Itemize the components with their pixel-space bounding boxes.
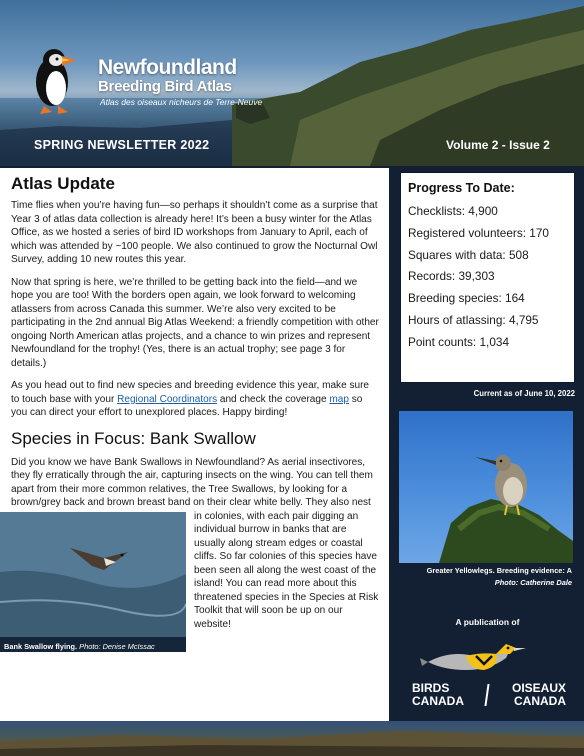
atlas-update-heading: Atlas Update xyxy=(11,174,115,193)
swallow-image xyxy=(0,512,186,652)
header-banner xyxy=(0,0,584,166)
progress-row: Breeding species: 164 xyxy=(408,291,525,306)
volume-issue: Volume 2 - Issue 2 xyxy=(446,138,550,152)
progress-title: Progress To Date: xyxy=(408,181,515,195)
logo-divider xyxy=(484,684,489,706)
species-focus-heading: Species in Focus: Bank Swallow xyxy=(11,428,256,448)
bank-swallow-photo xyxy=(0,512,186,652)
paragraph-1: Time flies when you’re having fun—so perhaps it shouldn’t come as a surprise that Year 3 of atlas data collection is already here! It’s been a busy winter for the Atlas Office, as we hosted a series of bird ID workshops from January to April, each of which was attended by ~100 people. We also continued to grow the Nocturnal Owl Survey, adding 10 new routes this year. xyxy=(11,200,378,265)
progress-row: Point counts: 1,034 xyxy=(408,334,509,349)
yellowlegs-image xyxy=(399,411,573,563)
coverage-map-link[interactable]: map xyxy=(329,393,349,405)
yellowlegs-photo xyxy=(399,411,573,563)
swallow-caption: Bank Swallow flying. Photo: Denise McIssac xyxy=(0,637,186,652)
progress-row: Registered volunteers: 170 xyxy=(408,225,549,240)
progress-row: Checklists: 4,900 xyxy=(408,204,498,218)
progress-row: Squares with data: 508 xyxy=(408,247,529,262)
yellowlegs-caption: Greater Yellowlegs. Breeding evidence: A Photo: Catherine Dale xyxy=(426,566,572,587)
atlas-french-title: Atlas des oiseaux nicheurs de Terre-Neuve xyxy=(100,97,263,107)
meadowlark-icon xyxy=(420,636,530,682)
progress-date: Current as of June 10, 2022 xyxy=(473,389,575,398)
article-panel xyxy=(0,168,389,721)
publication-label: A publication of xyxy=(455,617,520,627)
progress-row: Hours of atlassing: 4,795 xyxy=(408,312,539,327)
paragraph-4: Did you know we have Bank Swallows in Newfoundland? As aerial insectivores, they fly erratically through the air, capturing insects on the wing. You can tell them apart from their more common relatives, the Tree Swallows, by looking for a brown/grey back and brown breast band on their clear white belly. They also nest in colonies, with each pair Bank Swallow flying. Photo: Denise McIssac digging an individual burrow in banks that are usually along stream edges or coastal cliffs. So far colonies of this species have been seen all along the west coast of the island! You can read more about this threatened species in the Species at Risk Toolkit that will soon be up on our website! xyxy=(11,456,379,632)
puffin-icon xyxy=(18,40,96,116)
atlas-subtitle: Breeding Bird Atlas xyxy=(98,78,232,95)
paragraph-2: Now that spring is here, we’re thrilled to be getting back into the field—and we hope you are too! With the borders open again, we look forward to welcoming atlassers from across Canada this summer. We’re also very excited to be participating in the 2nd annual Big Atlas Weekend: a friendly competition with other ongoing North American atlas projects, and a chance to win prizes and represent Newfoundland for the trophy! (Yes, there is an actual trophy; see page 3 for details.) xyxy=(11,276,379,369)
paragraph-3: As you head out to find new species and breeding evidence this year, make sure to touch base with your Regional Coordinators and check the coverage map so you can direct your effort to unexplored places. Happy birding! xyxy=(11,380,370,418)
progress-row: Records: 39,303 xyxy=(408,269,495,284)
atlas-logo xyxy=(18,40,278,120)
footer-landscape xyxy=(0,721,584,756)
regional-coordinators-link[interactable]: Regional Coordinators xyxy=(117,393,218,405)
atlas-title: Newfoundland xyxy=(98,56,237,79)
newsletter-title: SPRING NEWSLETTER 2022 xyxy=(34,138,210,152)
progress-box xyxy=(400,172,575,383)
